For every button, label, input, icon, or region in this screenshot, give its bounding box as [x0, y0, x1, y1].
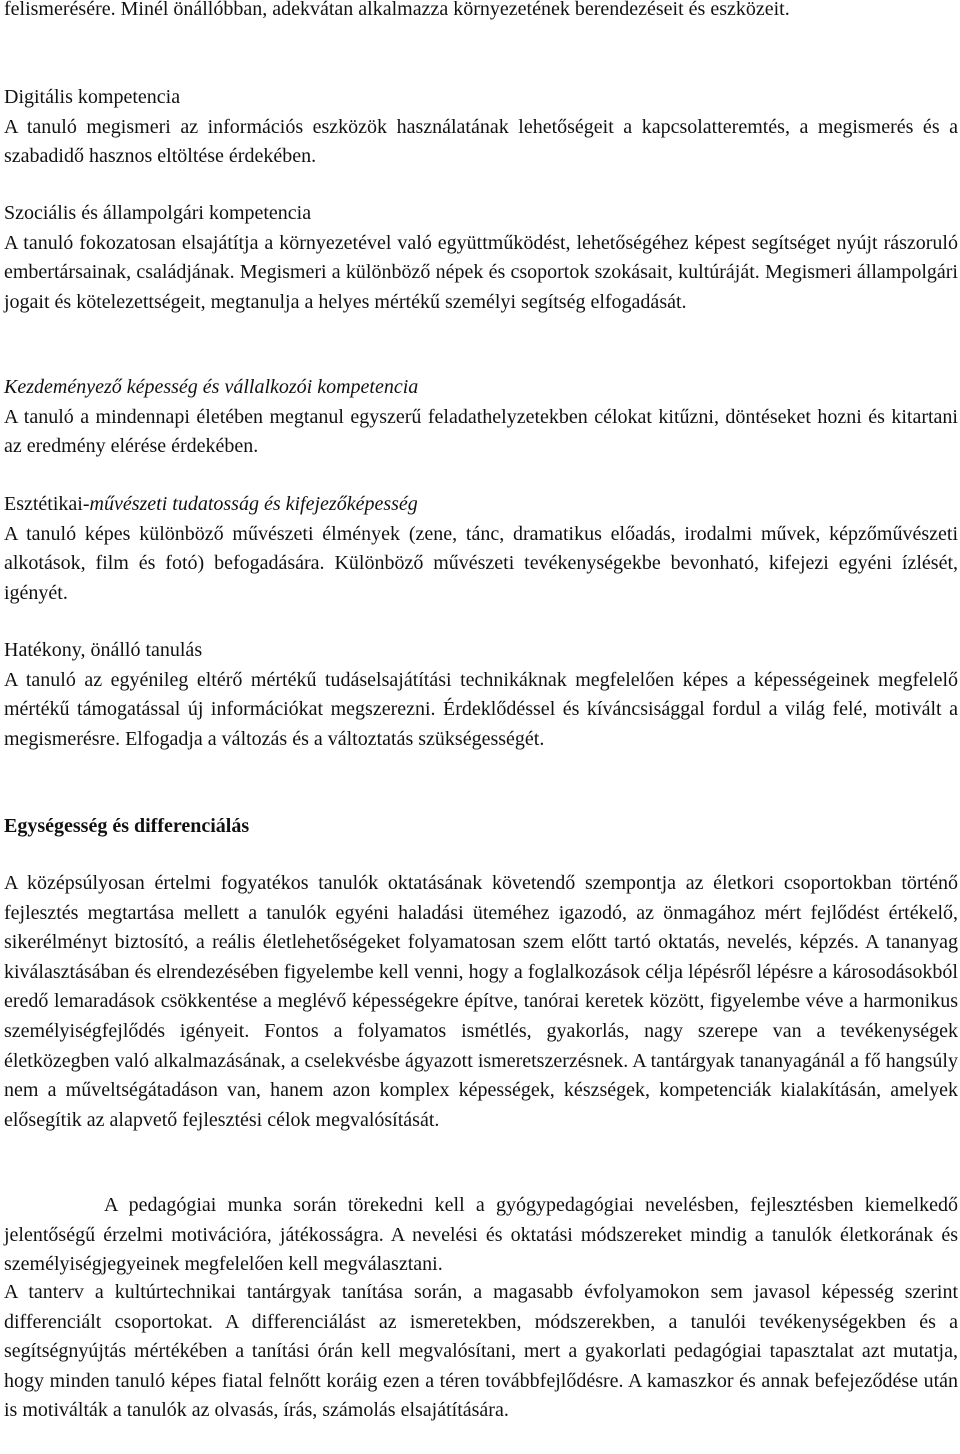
- block-digital: [4, 83, 958, 172]
- intro-paragraph: felismerésére. Minél önállóbban, adekvátan alkalmazza környezetének berendezéseit és eszközeit.: [4, 0, 790, 20]
- section-paragraph-1: A középsúlyosan értelmi fogyatékos tanulók oktatásának követendő szempontja az életkori csoportokban történő fejlesztés megtartása mellett a tanulók egyéni haladási üteméhez igazodó, az önmagához mért fejlődést értékelő, sikerélményt biztosító, a reális életlehetőségeket folyamatosan szem előtt tartó oktatás, nevelés, képzés. A tananyag kiválasztásában és elrendezésében figyelembe kell venni, hogy a foglalkozások célja lépésről lépésre a károsodásokból eredő lemaradások csökkentése a meglévő képességekre építve, tanórai keretek között, figyelembe véve a harmonikus személyiségfejlődés igényeit. Fontos a folyamatos ismétlés, gyakorlás, nagy szerepe van a tevékenységek életközegben való alkalmazásának, a cselekvésbe ágyazott ismeretszerzésnek. A tantárgyak tananyagánál a fő hangsúly nem a műveltségátadáson van, hanem azon komplex képességek, készségek, kompetenciák kialakításán, amelyek elősegítik az alapvető fejlesztési célok megvalósítását.: [4, 872, 958, 1131]
- section-paragraph-2: A pedagógiai munka során törekedni kell a gyógypedagógiai nevelésben, fejlesztésben kiemelkedő jelentőségű érzelmi motivációra, játékosságra. A nevelési és oktatási módszereket mindig a tanulók életkorának és személyiségjegyeinek megfelelően kell megválasztani.: [4, 1194, 958, 1276]
- text-social: A tanuló fokozatosan elsajátítja a környezetével való együttműködést, lehetőségéhez képest segítséget nyújt rászoruló embertársainak, családjának. Megismeri a különböző népek és csoportok szokásait, kultúráját. Megismeri állampolgári jogait és kötelezettségeit, megtanulja a helyes mértékű személyi segítség elfogadását.: [4, 231, 958, 313]
- block-learning: [4, 636, 958, 754]
- heading-digital: Digitális kompetencia: [4, 86, 181, 108]
- section-title: Egységesség és differenciálás: [4, 815, 250, 837]
- text-initiative: A tanuló a mindennapi életében megtanul egyszerű feladathelyzetekben célokat kitűzni, döntéseket hozni és kitartani az eredmény elérése érdekében.: [4, 405, 958, 458]
- heading-aesthetic: [4, 490, 958, 520]
- heading-aesthetic-italic: művészeti tudatosság és kifejezőképesség: [89, 493, 418, 515]
- text-aesthetic: A tanuló képes különböző művészeti élmények (zene, tánc, dramatikus előadás, irodalmi művek, képzőművészeti alkotások, film és fotó) befogadására. Különböző művészeti tevékenységekbe bevonható, kifejezi egyéni ízlését, igényét.: [4, 522, 958, 604]
- section-paragraph-3: A tanterv a kultúrtechnikai tantárgyak tanítása során, a magasabb évfolyamokon sem javasol képesség szerint differenciált csoportokat. A differenciálást az ismeretekben, módszerekben, a tanulói tevékenységekben és a segítségnyújtás mértékében a tanítási órán kell megvalósítani, mert a gyakorlati pedagógiai tapasztalat azt mutatja, hogy minden tanuló képes fiatal felnőtt koráig ezen a téren továbbfejlődésre. A kamaszkor és annak befejeződése után is motiválták a tanulók az olvasás, írás, számolás elsajátítására.: [4, 1281, 958, 1422]
- heading-aesthetic-plain: Esztétikai-: [4, 493, 90, 515]
- block-initiative: [4, 373, 958, 462]
- text-learning: A tanuló az egyénileg eltérő mértékű tudáselsajátítási technikáknak megfelelően képes a képességeinek megfelelő mértékű támogatással új információkat megszerezni. Érdeklődéssel és kíváncsisággal fordul a világ felé, motivált a megismerésre. Elfogadja a változás és a változtatás szükségességét.: [4, 668, 958, 750]
- text-digital: A tanuló megismeri az információs eszközök használatának lehetőségeit a kapcsolatteremtés, a megismerés és a szabadidő hasznos eltöltése érdekében.: [4, 115, 958, 168]
- heading-learning: Hatékony, önálló tanulás: [4, 639, 203, 661]
- heading-initiative: Kezdeményező képesség és vállalkozói kompetencia: [4, 376, 419, 398]
- block-aesthetic: [4, 490, 958, 608]
- block-social: [4, 199, 958, 317]
- heading-social: Szociális és állampolgári kompetencia: [4, 202, 312, 224]
